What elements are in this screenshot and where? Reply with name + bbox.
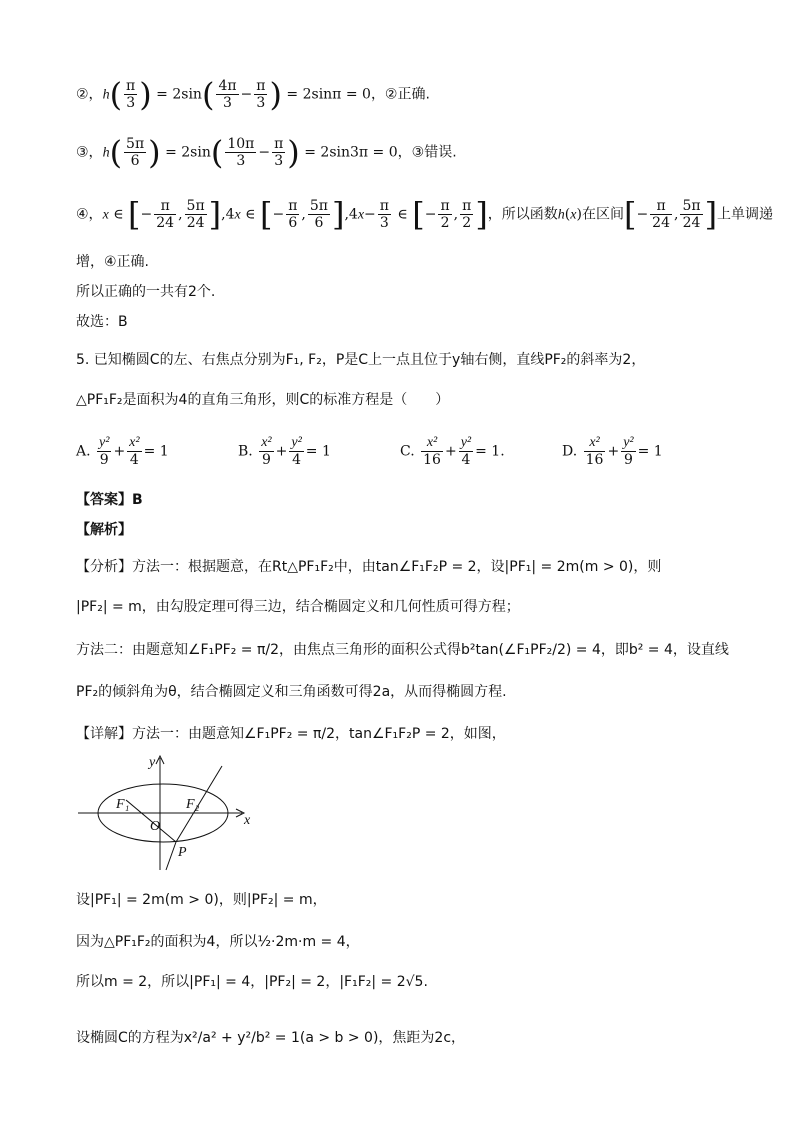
line-3b: 增，④正确. <box>76 254 150 270</box>
line-1: ②，h( $\frac{\pi}{3}$ ) = 2sin( $\frac{4\pi}{3}$ − $\frac{\pi}{3}$ ) = 2sinπ = 0，②正确. <box>76 75 430 114</box>
answer-label: 【答案】B <box>76 492 143 508</box>
line-4: 所以正确的一共有2个. <box>76 284 216 300</box>
analysis-line-3: 方法二：由题意知∠F₁PF₂ = π/2，由焦点三角形的面积公式得b²tan(∠F₁PF₂/2) = 4，即b² = 4，设直线 <box>76 642 729 658</box>
analysis-line-4: PF₂的倾斜角为θ，结合椭圆定义和三角函数可得2a，从而得椭圆方程. <box>76 684 507 700</box>
detail-line-2: 设|PF₁| = 2m(m > 0)，则|PF₂| = m， <box>76 892 327 908</box>
question-5-line-1: 5. 已知椭圆C的左、右焦点分别为F₁, F₂，P是C上一点且位于y轴右侧，直线PF₂的斜率为2， <box>76 352 646 368</box>
line-3: ④，x ∈ [− $\frac{\pi}{24}$ , $\frac{5\pi}{24}$ ],4x ∈ [− $\frac{\pi}{6}$ , $\frac{5\pi}{6}$ ],4x− $\frac{\pi}{3}$ ∈ [− $\frac{\pi}{2}$ , $\frac{\pi}{2}$ ]，所以函数h(x)在区间[− $\frac{\pi}{24}$ , $\frac{5\pi}{24}$ ]上单调递 <box>76 195 774 234</box>
detail-line-4: 所以m = 2，所以|PF₁| = 4，|PF₂| = 2，|F₁F₂| = 2√5. <box>76 974 428 990</box>
option-d: D. $\frac{\text{x²}}{16}$ + $\frac{\text{y²}}{9}$ = 1 <box>562 435 663 468</box>
analysis-line-2: |PF₂| = m，由勾股定理可得三边，结合椭圆定义和几何性质可得方程； <box>76 599 520 615</box>
figure-o-label: O <box>150 819 161 834</box>
figure-f1-label: F₁ <box>116 797 130 812</box>
figure-p-label: P <box>178 845 187 860</box>
analysis-line-1: 【分析】方法一：根据题意，在Rt△PF₁F₂中，由tan∠F₁F₂P = 2，设|PF₁| = 2m(m > 0)，则 <box>76 559 662 575</box>
option-b: B. $\frac{\text{x²}}{9}$ + $\frac{\text{y²}}{4}$ = 1 <box>238 435 331 468</box>
question-5-line-2: △PF₁F₂是面积为4的直角三角形，则C的标准方程是（ ） <box>76 392 450 408</box>
detail-line-3: 因为△PF₁F₂的面积为4，所以½·2m·m = 4， <box>76 934 360 950</box>
line-5: 故选：B <box>76 314 128 330</box>
detail-line-1: 【详解】方法一：由题意知∠F₁PF₂ = π/2，tan∠F₁F₂P = 2，如图， <box>76 726 506 742</box>
ellipse-figure <box>76 752 266 872</box>
option-a: A. $\frac{\text{y²}}{9}$ + $\frac{\text{x²}}{4}$ = 1 <box>76 435 169 468</box>
detail-line-5: 设椭圆C的方程为x²/a² + y²/b² = 1(a > b > 0)，焦距为2c， <box>76 1030 466 1046</box>
option-c: C. $\frac{\text{x²}}{16}$ + $\frac{\text{y²}}{4}$ = 1. <box>400 435 505 468</box>
figure-x-label: x <box>244 813 251 828</box>
analysis-heading: 【解析】 <box>76 522 132 538</box>
figure-y-label: y <box>149 755 156 770</box>
figure-f2-label: F₂ <box>186 797 200 812</box>
line-2: ③，h( $\frac{5\pi}{6}$ ) = 2sin( $\frac{10\pi}{3}$ − $\frac{\pi}{3}$ ) = 2sin3π = 0，③错误. <box>76 133 457 172</box>
